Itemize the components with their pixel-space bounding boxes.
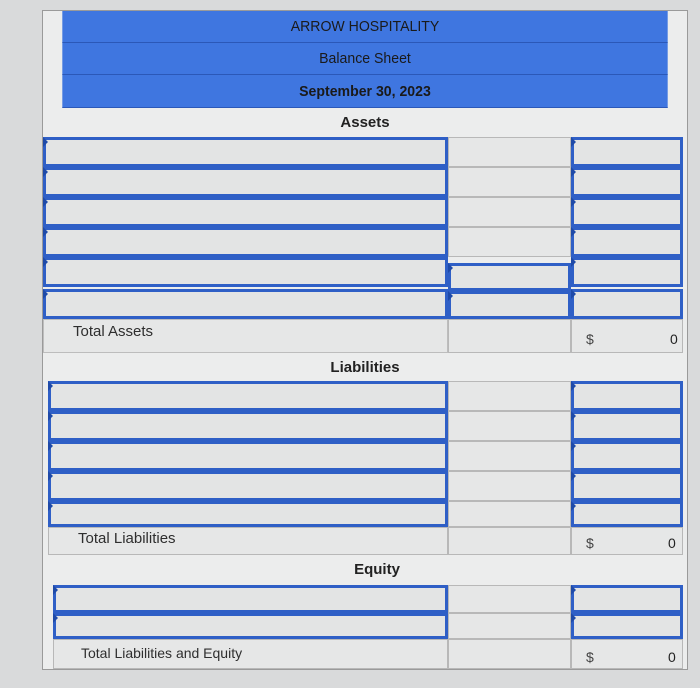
asset-account-input[interactable] xyxy=(43,197,448,227)
liability-amount-cell[interactable] xyxy=(448,501,571,527)
liability-account-input[interactable] xyxy=(48,381,448,411)
asset-account-input[interactable] xyxy=(43,227,448,257)
liability-amount-cell[interactable] xyxy=(448,441,571,471)
statement-title: Balance Sheet xyxy=(319,50,411,67)
equity-heading: Equity xyxy=(354,561,400,578)
asset-account-input[interactable] xyxy=(43,137,448,167)
asset-account-input[interactable] xyxy=(43,257,448,287)
equity-account-input[interactable] xyxy=(53,613,448,639)
liability-amount-cell[interactable] xyxy=(448,381,571,411)
company-name-header xyxy=(62,11,667,43)
total-assets-middle-cell xyxy=(448,319,571,353)
total-liabilities-label: Total Liabilities xyxy=(78,530,176,547)
asset-amount-input[interactable] xyxy=(448,291,571,319)
liability-account-input[interactable] xyxy=(48,501,448,527)
total-assets-label: Total Assets xyxy=(73,323,154,340)
asset-total-input[interactable] xyxy=(571,257,683,287)
liability-account-input[interactable] xyxy=(48,441,448,471)
liability-amount-cell[interactable] xyxy=(448,411,571,441)
liability-total-input[interactable] xyxy=(571,471,683,501)
company-name: ARROW HOSPITALITY xyxy=(290,18,440,35)
total-liabilities-equity-currency: $ xyxy=(586,649,594,665)
balance-sheet xyxy=(42,10,688,670)
liabilities-heading: Liabilities xyxy=(330,359,400,376)
total-assets-currency: $ xyxy=(586,331,594,347)
asset-amount-cell[interactable] xyxy=(448,167,571,197)
asset-amount-cell[interactable] xyxy=(448,137,571,167)
asset-total-input[interactable] xyxy=(571,197,683,227)
total-liabilities-equity-middle-cell xyxy=(448,639,571,669)
liability-total-input[interactable] xyxy=(571,441,683,471)
equity-account-input[interactable] xyxy=(53,585,448,613)
liability-total-input[interactable] xyxy=(571,501,683,527)
liability-account-input[interactable] xyxy=(48,411,448,441)
liability-account-input[interactable] xyxy=(48,471,448,501)
liability-amount-cell[interactable] xyxy=(448,471,571,501)
asset-total-input[interactable] xyxy=(571,167,683,197)
total-assets-value: 0 xyxy=(670,331,678,347)
asset-total-input[interactable] xyxy=(571,137,683,167)
liability-total-input[interactable] xyxy=(571,411,683,441)
assets-heading: Assets xyxy=(340,114,390,131)
asset-total-input[interactable] xyxy=(571,227,683,257)
equity-total-input[interactable] xyxy=(571,613,683,639)
total-liabilities-middle-cell xyxy=(448,527,571,555)
statement-title-header xyxy=(62,43,667,75)
total-liabilities-equity-value: 0 xyxy=(668,649,676,665)
equity-amount-cell[interactable] xyxy=(448,613,571,639)
liability-total-input[interactable] xyxy=(571,381,683,411)
total-liabilities-equity-label: Total Liabilities and Equity xyxy=(81,645,243,661)
total-liabilities-value: 0 xyxy=(668,535,676,551)
asset-amount-cell[interactable] xyxy=(448,197,571,227)
asset-amount-input[interactable] xyxy=(448,263,571,291)
asset-total-input[interactable] xyxy=(571,289,683,319)
total-liabilities-currency: $ xyxy=(586,535,594,551)
statement-date-header xyxy=(62,75,667,108)
asset-amount-cell[interactable] xyxy=(448,227,571,257)
asset-account-input[interactable] xyxy=(43,289,448,319)
statement-date: September 30, 2023 xyxy=(299,83,431,100)
equity-total-input[interactable] xyxy=(571,585,683,613)
equity-amount-cell[interactable] xyxy=(448,585,571,613)
asset-account-input[interactable] xyxy=(43,167,448,197)
